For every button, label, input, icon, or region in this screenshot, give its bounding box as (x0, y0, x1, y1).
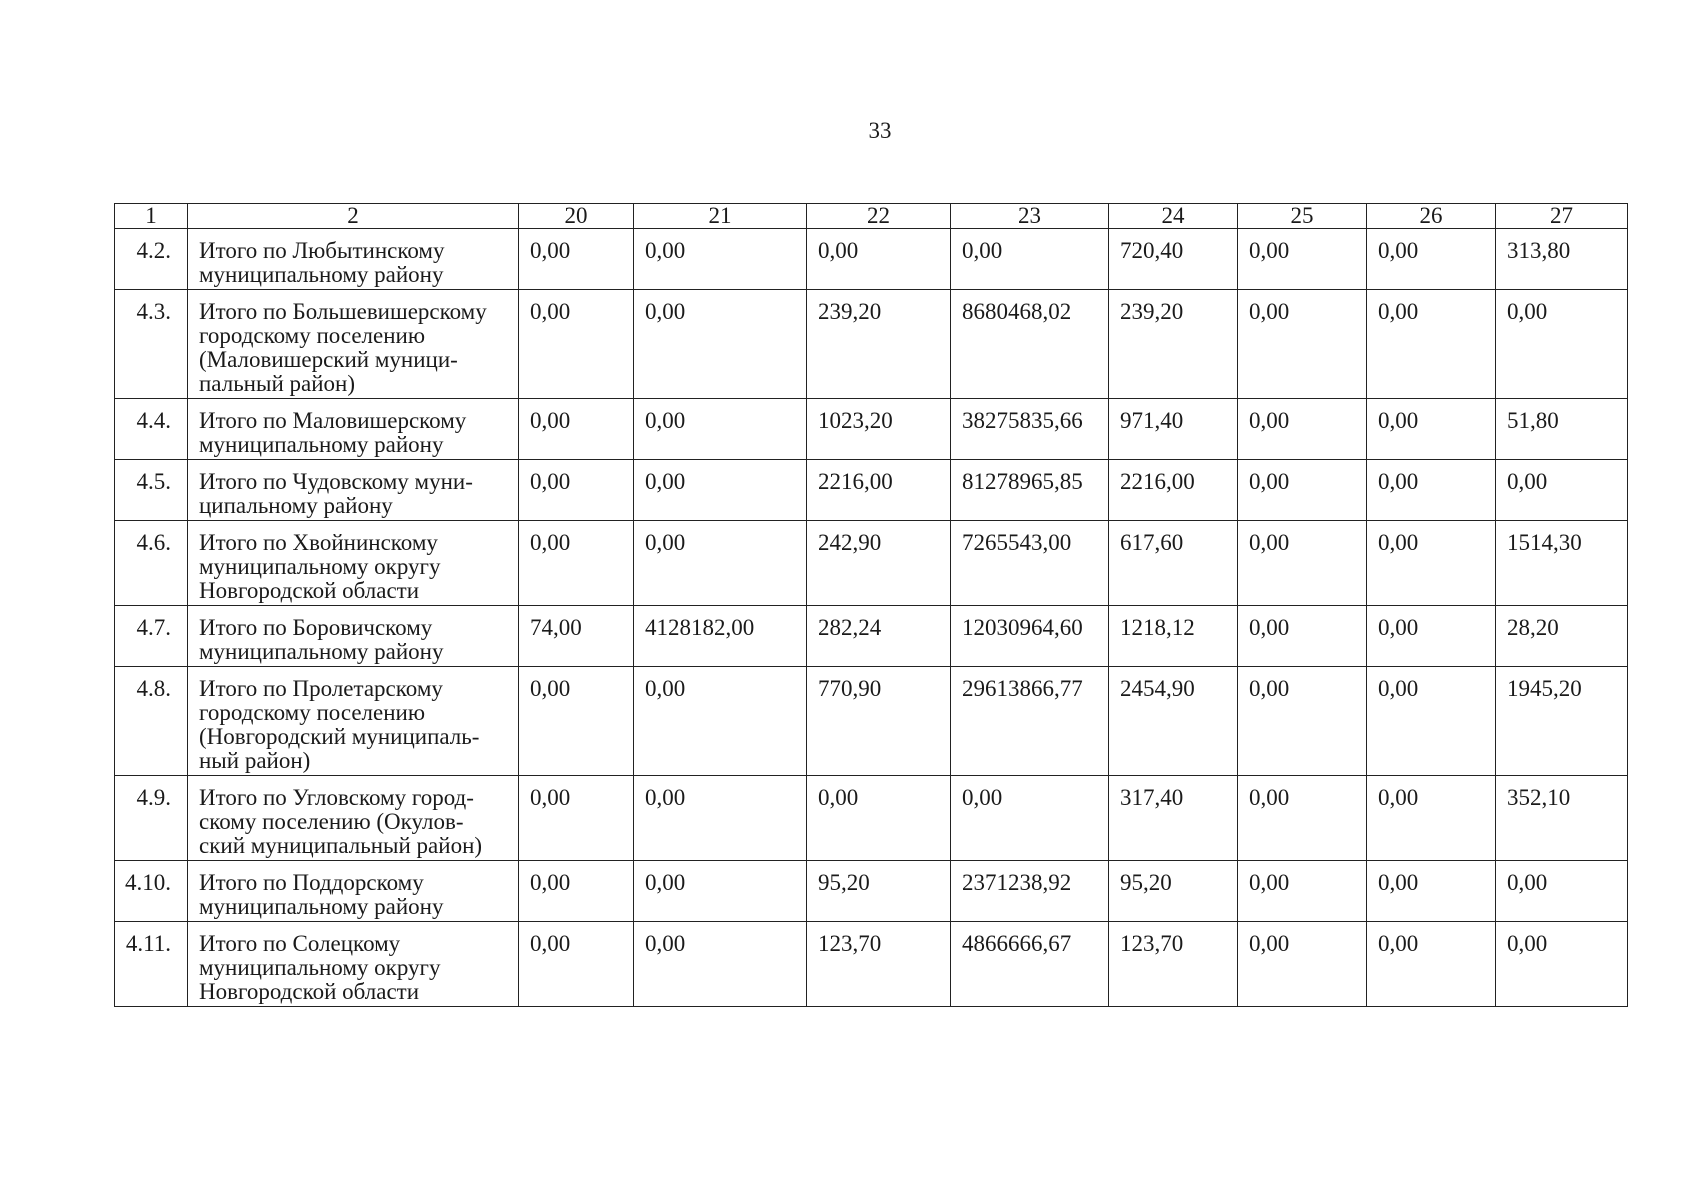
table-row (115, 667, 1628, 776)
value-cell: 0,00 (1367, 521, 1496, 606)
value-cell: 4128182,00 (634, 606, 807, 667)
table-row (115, 606, 1628, 667)
row-number: 4.10. (115, 861, 188, 922)
value-cell: 352,10 (1496, 776, 1628, 861)
value-cell: 0,00 (634, 229, 807, 290)
value-cell: 0,00 (1238, 861, 1367, 922)
page-number: 33 (868, 118, 892, 143)
row-name (188, 460, 519, 521)
value-cell: 0,00 (1496, 922, 1628, 1007)
value-cell: 0,00 (1238, 776, 1367, 861)
value-cell: 123,70 (1109, 922, 1238, 1007)
value-cell: 0,00 (519, 460, 634, 521)
value-cell: 0,00 (1238, 290, 1367, 399)
value-cell: 239,20 (1109, 290, 1238, 399)
value-cell: 0,00 (519, 290, 634, 399)
row-number: 4.9. (115, 776, 188, 861)
value-cell: 74,00 (519, 606, 634, 667)
row-name-line: Итого по Чудовскому муни- (199, 469, 473, 494)
table-row (115, 776, 1628, 861)
value-cell: 0,00 (1496, 460, 1628, 521)
column-header: 21 (634, 204, 807, 229)
value-cell: 0,00 (634, 776, 807, 861)
value-cell: 0,00 (1367, 922, 1496, 1007)
value-cell: 0,00 (1496, 861, 1628, 922)
row-name-line: Итого по Любытинскому (199, 238, 445, 263)
value-cell: 1514,30 (1496, 521, 1628, 606)
value-cell: 0,00 (1367, 667, 1496, 776)
row-name-line: пальный район) (199, 371, 355, 396)
row-name-line: Итого по Большевишерскому (199, 299, 487, 324)
table-row (115, 861, 1628, 922)
row-name-line: Новгородской области (199, 578, 420, 603)
row-name (188, 521, 519, 606)
row-name-line: (Новгородский муниципаль- (199, 724, 480, 749)
value-cell: 1945,20 (1496, 667, 1628, 776)
row-name-line: Итого по Пролетарскому (199, 676, 443, 701)
value-cell: 0,00 (807, 229, 951, 290)
value-cell: 317,40 (1109, 776, 1238, 861)
value-cell: 0,00 (1367, 399, 1496, 460)
value-cell: 0,00 (634, 399, 807, 460)
row-name (188, 229, 519, 290)
row-name-line: муниципальному району (199, 639, 444, 664)
value-cell: 51,80 (1496, 399, 1628, 460)
value-cell: 0,00 (519, 229, 634, 290)
value-cell: 7265543,00 (951, 521, 1109, 606)
table-row (115, 229, 1628, 290)
value-cell: 95,20 (807, 861, 951, 922)
column-header: 2 (188, 204, 519, 229)
column-header: 20 (519, 204, 634, 229)
row-number: 4.7. (115, 606, 188, 667)
value-cell: 0,00 (1496, 290, 1628, 399)
value-cell: 12030964,60 (951, 606, 1109, 667)
table-row (115, 460, 1628, 521)
row-name-line: муниципальному району (199, 432, 444, 457)
value-cell: 0,00 (1367, 290, 1496, 399)
value-cell: 0,00 (1238, 667, 1367, 776)
value-cell: 0,00 (519, 776, 634, 861)
column-header: 1 (115, 204, 188, 229)
value-cell: 0,00 (1238, 521, 1367, 606)
row-number: 4.2. (115, 229, 188, 290)
row-name-line: ский муниципальный район) (199, 833, 483, 858)
value-cell: 123,70 (807, 922, 951, 1007)
header-row (115, 204, 1628, 229)
row-number: 4.4. (115, 399, 188, 460)
value-cell: 0,00 (634, 922, 807, 1007)
value-cell: 2454,90 (1109, 667, 1238, 776)
value-cell: 28,20 (1496, 606, 1628, 667)
value-cell: 0,00 (519, 861, 634, 922)
row-name (188, 776, 519, 861)
value-cell: 0,00 (1238, 229, 1367, 290)
row-name-line: городскому поселению (199, 323, 426, 348)
row-name (188, 861, 519, 922)
row-name-line: ципальному району (199, 493, 393, 518)
value-cell: 0,00 (1238, 399, 1367, 460)
row-name-line: Итого по Маловишерскому (199, 408, 467, 433)
row-name (188, 606, 519, 667)
row-name-line: городскому поселению (199, 700, 426, 725)
row-name-line: Итого по Угловскому город- (199, 785, 474, 810)
row-name-line: ный район) (199, 748, 311, 773)
row-name-line: (Маловишерский муници- (199, 347, 458, 372)
value-cell: 0,00 (1367, 776, 1496, 861)
row-number: 4.5. (115, 460, 188, 521)
column-header: 24 (1109, 204, 1238, 229)
row-name-line: Итого по Хвойнинскому (199, 530, 438, 555)
value-cell: 0,00 (519, 922, 634, 1007)
value-cell: 38275835,66 (951, 399, 1109, 460)
value-cell: 8680468,02 (951, 290, 1109, 399)
data-table (114, 203, 1628, 1007)
column-header: 22 (807, 204, 951, 229)
column-header: 25 (1238, 204, 1367, 229)
row-name-line: Итого по Солецкому (199, 931, 401, 956)
value-cell: 0,00 (634, 861, 807, 922)
value-cell: 0,00 (1367, 861, 1496, 922)
value-cell: 0,00 (634, 460, 807, 521)
value-cell: 0,00 (634, 667, 807, 776)
column-header: 27 (1496, 204, 1628, 229)
value-cell: 0,00 (1238, 460, 1367, 521)
value-cell: 1023,20 (807, 399, 951, 460)
row-number: 4.3. (115, 290, 188, 399)
row-number: 4.11. (115, 922, 188, 1007)
row-name-line: муниципальному округу (199, 554, 441, 579)
row-number: 4.8. (115, 667, 188, 776)
row-name (188, 290, 519, 399)
value-cell: 0,00 (1367, 460, 1496, 521)
value-cell: 0,00 (519, 399, 634, 460)
row-name (188, 399, 519, 460)
value-cell: 0,00 (807, 776, 951, 861)
value-cell: 0,00 (519, 667, 634, 776)
table-row (115, 922, 1628, 1007)
row-name (188, 667, 519, 776)
row-name-line: Новгородской области (199, 979, 420, 1004)
value-cell: 81278965,85 (951, 460, 1109, 521)
row-name-line: скому поселению (Окулов- (199, 809, 464, 834)
value-cell: 1218,12 (1109, 606, 1238, 667)
value-cell: 720,40 (1109, 229, 1238, 290)
column-header: 23 (951, 204, 1109, 229)
value-cell: 0,00 (519, 521, 634, 606)
value-cell: 0,00 (634, 290, 807, 399)
row-name-line: муниципальному округу (199, 955, 441, 980)
value-cell: 770,90 (807, 667, 951, 776)
value-cell: 971,40 (1109, 399, 1238, 460)
value-cell: 0,00 (1367, 606, 1496, 667)
value-cell: 282,24 (807, 606, 951, 667)
value-cell: 0,00 (1238, 922, 1367, 1007)
value-cell: 0,00 (1367, 229, 1496, 290)
value-cell: 0,00 (1238, 606, 1367, 667)
value-cell: 2216,00 (807, 460, 951, 521)
value-cell: 95,20 (1109, 861, 1238, 922)
value-cell: 4866666,67 (951, 922, 1109, 1007)
table-body (115, 229, 1628, 1007)
row-number: 4.6. (115, 521, 188, 606)
value-cell: 2371238,92 (951, 861, 1109, 922)
row-name-line: Итого по Поддорскому (199, 870, 424, 895)
table-row (115, 290, 1628, 399)
row-name-line: муниципальному району (199, 262, 444, 287)
row-name (188, 922, 519, 1007)
value-cell: 0,00 (951, 776, 1109, 861)
row-name-line: муниципальному району (199, 894, 444, 919)
value-cell: 0,00 (634, 521, 807, 606)
column-header: 26 (1367, 204, 1496, 229)
row-name-line: Итого по Боровичскому (199, 615, 433, 640)
value-cell: 29613866,77 (951, 667, 1109, 776)
table-row (115, 399, 1628, 460)
value-cell: 239,20 (807, 290, 951, 399)
value-cell: 2216,00 (1109, 460, 1238, 521)
value-cell: 242,90 (807, 521, 951, 606)
table-row (115, 521, 1628, 606)
value-cell: 617,60 (1109, 521, 1238, 606)
value-cell: 313,80 (1496, 229, 1628, 290)
value-cell: 0,00 (951, 229, 1109, 290)
